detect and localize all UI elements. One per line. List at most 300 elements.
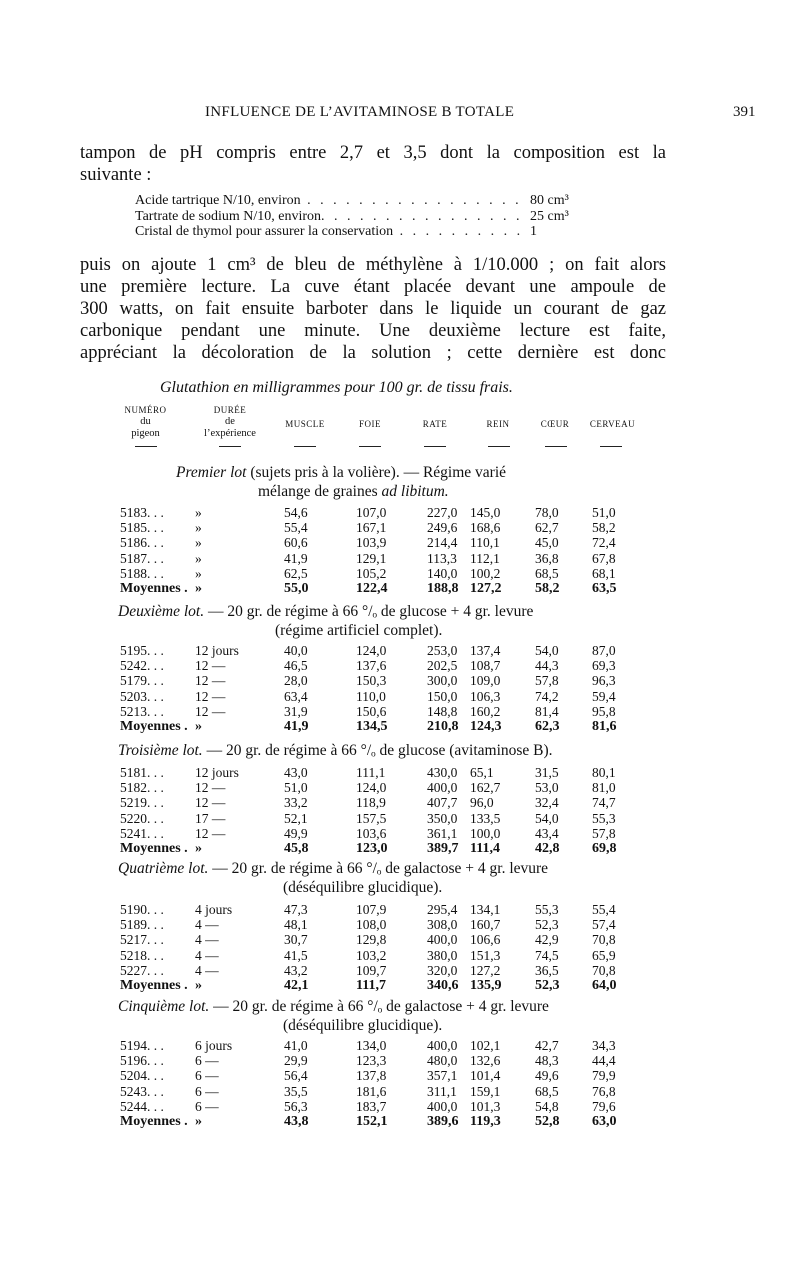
header-line: de bbox=[225, 416, 235, 427]
lot-title bbox=[118, 860, 548, 877]
lot-description: — 20 gr. de régime à 66 °/ₒ de glucose + 4 gr. levure bbox=[204, 603, 534, 620]
foie-value: 150,3 bbox=[356, 673, 387, 689]
rate-value: 140,0 bbox=[427, 565, 458, 581]
duration: » bbox=[195, 535, 202, 551]
pigeon-number: 5194. . . bbox=[120, 1038, 164, 1053]
coeur-value: 62,3 bbox=[535, 719, 560, 734]
rein-value: 132,6 bbox=[470, 1053, 501, 1069]
lot-title-continued bbox=[283, 1017, 442, 1034]
duration: 4 — bbox=[195, 962, 219, 978]
rein-value: 102,1 bbox=[470, 1038, 501, 1053]
duration: 4 — bbox=[195, 932, 219, 948]
foie-value: 103,2 bbox=[356, 947, 387, 963]
coeur-value: 54,0 bbox=[535, 643, 559, 658]
muscle-value: 60,6 bbox=[284, 535, 308, 551]
lot-description: (déséquilibre glucidique). bbox=[283, 879, 443, 896]
muscle-value: 56,4 bbox=[284, 1068, 308, 1084]
foie-value: 183,7 bbox=[356, 1098, 387, 1114]
rein-value: 145,0 bbox=[470, 505, 501, 520]
muscle-value: 56,3 bbox=[284, 1098, 308, 1114]
col-header-rate: RATE bbox=[422, 419, 448, 429]
coeur-value: 74,2 bbox=[535, 688, 559, 704]
pigeon-number: Moyennes . bbox=[120, 978, 188, 993]
duration: 6 — bbox=[195, 1083, 219, 1099]
cerveau-value: 87,0 bbox=[592, 643, 616, 658]
header-line: DURÉE bbox=[213, 405, 247, 415]
duration: » bbox=[195, 581, 202, 596]
foie-value: 123,0 bbox=[356, 841, 388, 856]
rein-value: 162,7 bbox=[470, 780, 501, 796]
leader-dots: . . . . . . . . . . . . . . . . . bbox=[307, 193, 522, 208]
duration: 6 jours bbox=[195, 1038, 233, 1053]
coeur-value: 57,8 bbox=[535, 673, 559, 689]
pigeon-number: 5241. . . bbox=[120, 825, 164, 841]
duration: » bbox=[195, 550, 202, 566]
lot-title-continued bbox=[275, 622, 442, 639]
rein-value: 168,6 bbox=[470, 520, 501, 536]
duration: » bbox=[195, 1114, 202, 1129]
rate-value: 214,4 bbox=[427, 535, 458, 551]
foie-value: 103,6 bbox=[356, 825, 387, 841]
foie-value: 109,7 bbox=[356, 962, 387, 978]
pigeon-number: Moyennes . bbox=[120, 841, 188, 856]
text-line: tampon de pH compris entre 2,7 et 3,5 dont la composition est la bbox=[80, 143, 666, 163]
cerveau-value: 79,9 bbox=[592, 1068, 616, 1084]
cerveau-value: 44,4 bbox=[592, 1053, 616, 1069]
pigeon-number: 5217. . . bbox=[120, 932, 164, 948]
rein-value: 101,4 bbox=[470, 1068, 501, 1084]
cerveau-value: 74,7 bbox=[592, 795, 616, 811]
duration: 6 — bbox=[195, 1068, 219, 1084]
muscle-value: 43,2 bbox=[284, 962, 308, 978]
coeur-value: 55,3 bbox=[535, 902, 559, 917]
rein-value: 106,3 bbox=[470, 688, 501, 704]
recipe-label: Acide tartrique N/10, environ bbox=[135, 193, 301, 208]
coeur-value: 68,5 bbox=[535, 1083, 559, 1099]
col-header-numero bbox=[108, 404, 183, 440]
muscle-value: 41,9 bbox=[284, 550, 308, 566]
pigeon-number: 5185. . . bbox=[120, 520, 164, 536]
cerveau-value: 58,2 bbox=[592, 520, 616, 536]
muscle-value: 45,8 bbox=[284, 841, 309, 856]
cerveau-value: 70,8 bbox=[592, 932, 616, 948]
cerveau-value: 57,4 bbox=[592, 917, 616, 933]
header-line: du bbox=[140, 416, 151, 427]
cerveau-value: 55,3 bbox=[592, 810, 616, 826]
pigeon-number: 5243. . . bbox=[120, 1083, 164, 1099]
duration: » bbox=[195, 719, 202, 734]
header-line: l’expérience bbox=[204, 428, 256, 439]
foie-value: 107,0 bbox=[356, 505, 387, 520]
lot-description: — 20 gr. de régime à 66 °/ₒ de glucose (avitaminose B). bbox=[202, 742, 553, 759]
muscle-value: 43,8 bbox=[284, 1114, 309, 1129]
rein-value: 133,5 bbox=[470, 810, 501, 826]
col-header-coeur: CŒUR bbox=[540, 419, 570, 429]
text-line: appréciant la décoloration de la solution ; cette dernière est donc bbox=[80, 343, 666, 363]
rate-value: 227,0 bbox=[427, 505, 458, 520]
coeur-value: 52,3 bbox=[535, 917, 559, 933]
text-line: carbonique pendant une minute. Une deuxième lecture est faite, bbox=[80, 321, 666, 341]
coeur-value: 54,8 bbox=[535, 1098, 559, 1114]
rate-value: 253,0 bbox=[427, 643, 458, 658]
lot-diet-note: ad libitum. bbox=[381, 483, 449, 500]
muscle-value: 54,6 bbox=[284, 505, 308, 520]
pigeon-number: 5213. . . bbox=[120, 703, 164, 719]
foie-value: 181,6 bbox=[356, 1083, 387, 1099]
muscle-value: 51,0 bbox=[284, 780, 308, 796]
rate-value: 320,0 bbox=[427, 962, 458, 978]
foie-value: 123,3 bbox=[356, 1053, 387, 1069]
rein-value: 134,1 bbox=[470, 902, 501, 917]
duration: 12 — bbox=[195, 658, 226, 674]
rein-value: 151,3 bbox=[470, 947, 501, 963]
duration: 4 jours bbox=[195, 902, 233, 917]
muscle-value: 30,7 bbox=[284, 932, 308, 948]
coeur-value: 42,8 bbox=[535, 841, 560, 856]
foie-value: 129,8 bbox=[356, 932, 387, 948]
muscle-value: 41,0 bbox=[284, 1038, 308, 1053]
pigeon-number: 5218. . . bbox=[120, 947, 164, 963]
foie-value: 167,1 bbox=[356, 520, 387, 536]
recipe-qty: 1 bbox=[530, 224, 537, 239]
duration: 12 jours bbox=[195, 765, 239, 780]
lot-name: Deuxième lot. bbox=[118, 603, 205, 620]
duration: 12 — bbox=[195, 688, 226, 704]
rein-value: 127,2 bbox=[470, 962, 501, 978]
rate-value: 148,8 bbox=[427, 703, 458, 719]
muscle-value: 49,9 bbox=[284, 825, 308, 841]
foie-value: 129,1 bbox=[356, 550, 387, 566]
col-header-foie: FOIE bbox=[359, 419, 381, 429]
muscle-value: 62,5 bbox=[284, 565, 308, 581]
cerveau-value: 68,1 bbox=[592, 565, 616, 581]
coeur-value: 45,0 bbox=[535, 535, 559, 551]
pigeon-number: 5242. . . bbox=[120, 658, 164, 674]
pigeon-number: 5179. . . bbox=[120, 673, 164, 689]
foie-value: 107,9 bbox=[356, 902, 387, 917]
muscle-value: 55,4 bbox=[284, 520, 308, 536]
foie-value: 110,0 bbox=[356, 688, 386, 704]
muscle-value: 46,5 bbox=[284, 658, 308, 674]
rein-value: 96,0 bbox=[470, 795, 494, 811]
duration: 4 — bbox=[195, 947, 219, 963]
rein-value: 65,1 bbox=[470, 765, 494, 780]
rein-value: 135,9 bbox=[470, 978, 502, 993]
rate-value: 389,6 bbox=[427, 1114, 459, 1129]
cerveau-value: 96,3 bbox=[592, 673, 616, 689]
lot-description: (sujets pris à la volière). — Régime varié bbox=[246, 464, 507, 481]
duration: » bbox=[195, 520, 202, 536]
foie-value: 134,0 bbox=[356, 1038, 387, 1053]
muscle-value: 29,9 bbox=[284, 1053, 308, 1069]
lot-name: Quatrième lot. bbox=[118, 860, 209, 877]
foie-value: 137,8 bbox=[356, 1068, 387, 1084]
rein-value: 160,2 bbox=[470, 703, 501, 719]
header-line: NUMÉRO bbox=[124, 405, 167, 415]
lot-description: (déséquilibre glucidique). bbox=[283, 1017, 443, 1034]
cerveau-value: 69,3 bbox=[592, 658, 616, 674]
col-header-cerveau: CERVEAU bbox=[589, 419, 636, 429]
muscle-value: 47,3 bbox=[284, 902, 308, 917]
cerveau-value: 79,6 bbox=[592, 1098, 616, 1114]
cerveau-value: 64,0 bbox=[592, 978, 617, 993]
rate-value: 430,0 bbox=[427, 765, 458, 780]
text-line: une première lecture. La cuve étant placée devant une ampoule de bbox=[80, 277, 666, 297]
rein-value: 100,0 bbox=[470, 825, 501, 841]
foie-value: 108,0 bbox=[356, 917, 387, 933]
duration: 4 — bbox=[195, 917, 219, 933]
text-line: suivante : bbox=[80, 165, 152, 185]
header-rule bbox=[545, 446, 567, 447]
recipe-label: Tartrate de sodium N/10, environ bbox=[135, 208, 322, 224]
rate-value: 311,1 bbox=[427, 1083, 457, 1099]
pigeon-number: 5188. . . bbox=[120, 565, 164, 581]
duration: 6 — bbox=[195, 1098, 219, 1114]
rate-value: 350,0 bbox=[427, 810, 458, 826]
rein-value: 110,1 bbox=[470, 535, 500, 551]
muscle-value: 42,1 bbox=[284, 978, 309, 993]
recipe-row bbox=[135, 224, 575, 240]
rein-value: 111,4 bbox=[470, 841, 500, 856]
cerveau-value: 72,4 bbox=[592, 535, 616, 551]
coeur-value: 52,3 bbox=[535, 978, 560, 993]
foie-value: 157,5 bbox=[356, 810, 387, 826]
coeur-value: 36,5 bbox=[535, 962, 559, 978]
cerveau-value: 63,5 bbox=[592, 581, 617, 596]
coeur-value: 49,6 bbox=[535, 1068, 559, 1084]
rate-value: 357,1 bbox=[427, 1068, 458, 1084]
foie-value: 111,1 bbox=[356, 765, 386, 780]
foie-value: 111,7 bbox=[356, 978, 386, 993]
coeur-value: 54,0 bbox=[535, 810, 559, 826]
duration: 12 — bbox=[195, 780, 226, 796]
lot-title bbox=[118, 742, 553, 759]
pigeon-number: 5203. . . bbox=[120, 688, 164, 704]
cerveau-value: 55,4 bbox=[592, 902, 616, 917]
lot-name: Premier lot bbox=[176, 464, 247, 481]
rate-value: 150,0 bbox=[427, 688, 458, 704]
header-rule bbox=[488, 446, 510, 447]
header-rule bbox=[135, 446, 157, 447]
rate-value: 400,0 bbox=[427, 780, 458, 796]
cerveau-value: 65,9 bbox=[592, 947, 616, 963]
col-header-rein: REIN bbox=[486, 419, 510, 429]
header-rule bbox=[424, 446, 446, 447]
pigeon-number: 5195. . . bbox=[120, 643, 164, 658]
cerveau-value: 67,8 bbox=[592, 550, 616, 566]
duration: » bbox=[195, 565, 202, 581]
pigeon-number: 5187. . . bbox=[120, 550, 164, 566]
coeur-value: 44,3 bbox=[535, 658, 559, 674]
cerveau-value: 59,4 bbox=[592, 688, 616, 704]
header-line: pigeon bbox=[131, 428, 160, 439]
col-header-duree bbox=[190, 404, 270, 440]
coeur-value: 74,5 bbox=[535, 947, 559, 963]
lot-title-continued bbox=[258, 483, 449, 500]
foie-value: 103,9 bbox=[356, 535, 387, 551]
pigeon-number: 5196. . . bbox=[120, 1053, 164, 1069]
rein-value: 127,2 bbox=[470, 581, 502, 596]
foie-value: 137,6 bbox=[356, 658, 387, 674]
duration: » bbox=[195, 841, 202, 856]
foie-value: 152,1 bbox=[356, 1114, 388, 1129]
lot-title bbox=[118, 998, 549, 1015]
rein-value: 160,7 bbox=[470, 917, 501, 933]
coeur-value: 53,0 bbox=[535, 780, 559, 796]
pigeon-number: Moyennes . bbox=[120, 581, 188, 596]
coeur-value: 52,8 bbox=[535, 1114, 560, 1129]
duration: 6 — bbox=[195, 1053, 219, 1069]
muscle-value: 40,0 bbox=[284, 643, 308, 658]
foie-value: 150,6 bbox=[356, 703, 387, 719]
rate-value: 188,8 bbox=[427, 581, 459, 596]
cerveau-value: 76,8 bbox=[592, 1083, 616, 1099]
body-paragraph bbox=[80, 254, 666, 364]
rate-value: 113,3 bbox=[427, 550, 457, 566]
muscle-value: 63,4 bbox=[284, 688, 308, 704]
coeur-value: 43,4 bbox=[535, 825, 559, 841]
lot-description: — 20 gr. de régime à 66 °/ₒ de galactose + 4 gr. levure bbox=[209, 998, 549, 1015]
rate-value: 361,1 bbox=[427, 825, 458, 841]
cerveau-value: 80,1 bbox=[592, 765, 616, 780]
coeur-value: 42,7 bbox=[535, 1038, 559, 1053]
cerveau-value: 70,8 bbox=[592, 962, 616, 978]
duration: 12 — bbox=[195, 795, 226, 811]
lot-title bbox=[176, 464, 506, 481]
coeur-value: 81,4 bbox=[535, 703, 559, 719]
pigeon-number: 5220. . . bbox=[120, 810, 164, 826]
page-number: 391 bbox=[733, 104, 756, 120]
duration: 12 jours bbox=[195, 643, 239, 658]
cerveau-value: 69,8 bbox=[592, 841, 617, 856]
pigeon-number: 5186. . . bbox=[120, 535, 164, 551]
lot-title-continued bbox=[283, 879, 442, 896]
leader-dots: . . . . . . . . . . bbox=[399, 224, 524, 239]
intro-paragraph bbox=[80, 142, 666, 186]
text-line: puis on ajoute 1 cm³ de bleu de méthylène à 1/10.000 ; on fait alors bbox=[80, 255, 666, 275]
text-line: 300 watts, on fait ensuite barboter dans le liquide un courant de gaz bbox=[80, 299, 666, 319]
rein-value: 106,6 bbox=[470, 932, 501, 948]
duration: 17 — bbox=[195, 810, 226, 826]
recipe-list bbox=[135, 193, 575, 240]
rate-value: 202,5 bbox=[427, 658, 458, 674]
rein-value: 101,3 bbox=[470, 1098, 501, 1114]
rate-value: 340,6 bbox=[427, 978, 459, 993]
rate-value: 480,0 bbox=[427, 1053, 458, 1069]
rate-value: 407,7 bbox=[427, 795, 458, 811]
duration: » bbox=[195, 978, 202, 993]
coeur-value: 32,4 bbox=[535, 795, 559, 811]
coeur-value: 62,7 bbox=[535, 520, 559, 536]
coeur-value: 78,0 bbox=[535, 505, 559, 520]
pigeon-number: 5204. . . bbox=[120, 1068, 164, 1084]
coeur-value: 48,3 bbox=[535, 1053, 559, 1069]
lot-description: (régime artificiel complet). bbox=[275, 622, 443, 639]
header-rule bbox=[359, 446, 381, 447]
header-rule bbox=[600, 446, 622, 447]
coeur-value: 31,5 bbox=[535, 765, 559, 780]
rein-value: 137,4 bbox=[470, 643, 501, 658]
rein-value: 124,3 bbox=[470, 719, 502, 734]
foie-value: 124,0 bbox=[356, 643, 387, 658]
pigeon-number: 5181. . . bbox=[120, 765, 164, 780]
muscle-value: 41,5 bbox=[284, 947, 308, 963]
coeur-value: 36,8 bbox=[535, 550, 559, 566]
duration: 12 — bbox=[195, 673, 226, 689]
cerveau-value: 81,0 bbox=[592, 780, 616, 796]
rein-value: 119,3 bbox=[470, 1114, 501, 1129]
pigeon-number: 5183. . . bbox=[120, 505, 164, 520]
cerveau-value: 63,0 bbox=[592, 1114, 617, 1129]
cerveau-value: 34,3 bbox=[592, 1038, 616, 1053]
recipe-qty: 80 cm³ bbox=[530, 193, 569, 208]
foie-value: 124,0 bbox=[356, 780, 387, 796]
rate-value: 249,6 bbox=[427, 520, 458, 536]
muscle-value: 28,0 bbox=[284, 673, 308, 689]
pigeon-number: 5219. . . bbox=[120, 795, 164, 811]
pigeon-number: 5227. . . bbox=[120, 962, 164, 978]
lot-description: — 20 gr. de régime à 66 °/ₒ de galactose + 4 gr. levure bbox=[208, 860, 549, 877]
leader-dots: . . . . . . . . . . . . . . . . bbox=[321, 208, 523, 224]
rate-value: 300,0 bbox=[427, 673, 458, 689]
rate-value: 308,0 bbox=[427, 917, 458, 933]
coeur-value: 68,5 bbox=[535, 565, 559, 581]
muscle-value: 52,1 bbox=[284, 810, 308, 826]
pigeon-number: 5190. . . bbox=[120, 902, 164, 917]
header-rule bbox=[219, 446, 241, 447]
muscle-value: 48,1 bbox=[284, 917, 308, 933]
lot-title bbox=[118, 603, 533, 620]
rate-value: 380,0 bbox=[427, 947, 458, 963]
rate-value: 400,0 bbox=[427, 1098, 458, 1114]
pigeon-number: 5182. . . bbox=[120, 780, 164, 796]
cerveau-value: 95,8 bbox=[592, 703, 616, 719]
pigeon-number: 5244. . . bbox=[120, 1098, 164, 1114]
pigeon-number: 5189. . . bbox=[120, 917, 164, 933]
muscle-value: 55,0 bbox=[284, 581, 309, 596]
foie-value: 118,9 bbox=[356, 795, 386, 811]
muscle-value: 35,5 bbox=[284, 1083, 308, 1099]
muscle-value: 33,2 bbox=[284, 795, 308, 811]
foie-value: 105,2 bbox=[356, 565, 387, 581]
pigeon-number: Moyennes . bbox=[120, 1114, 188, 1129]
muscle-value: 43,0 bbox=[284, 765, 308, 780]
lot-name: Cinquième lot. bbox=[118, 998, 210, 1015]
lot-name: Troisième lot. bbox=[118, 742, 203, 759]
rate-value: 295,4 bbox=[427, 902, 458, 917]
running-head: INFLUENCE DE L’AVITAMINOSE B TOTALE bbox=[205, 104, 515, 120]
header-rule bbox=[294, 446, 316, 447]
duration: » bbox=[195, 505, 202, 520]
rein-value: 112,1 bbox=[470, 550, 500, 566]
duration: 12 — bbox=[195, 703, 226, 719]
pigeon-number: Moyennes . bbox=[120, 719, 188, 734]
rate-value: 389,7 bbox=[427, 841, 459, 856]
cerveau-value: 81,6 bbox=[592, 719, 617, 734]
rein-value: 109,0 bbox=[470, 673, 501, 689]
foie-value: 134,5 bbox=[356, 719, 388, 734]
table-caption: Glutathion en milligrammes pour 100 gr. de tissu frais. bbox=[160, 379, 513, 396]
recipe-qty: 25 cm³ bbox=[530, 208, 569, 224]
coeur-value: 58,2 bbox=[535, 581, 560, 596]
cerveau-value: 51,0 bbox=[592, 505, 616, 520]
rein-value: 100,2 bbox=[470, 565, 501, 581]
muscle-value: 31,9 bbox=[284, 703, 308, 719]
duration: 12 — bbox=[195, 825, 226, 841]
rate-value: 400,0 bbox=[427, 1038, 458, 1053]
muscle-value: 41,9 bbox=[284, 719, 309, 734]
foie-value: 122,4 bbox=[356, 581, 388, 596]
